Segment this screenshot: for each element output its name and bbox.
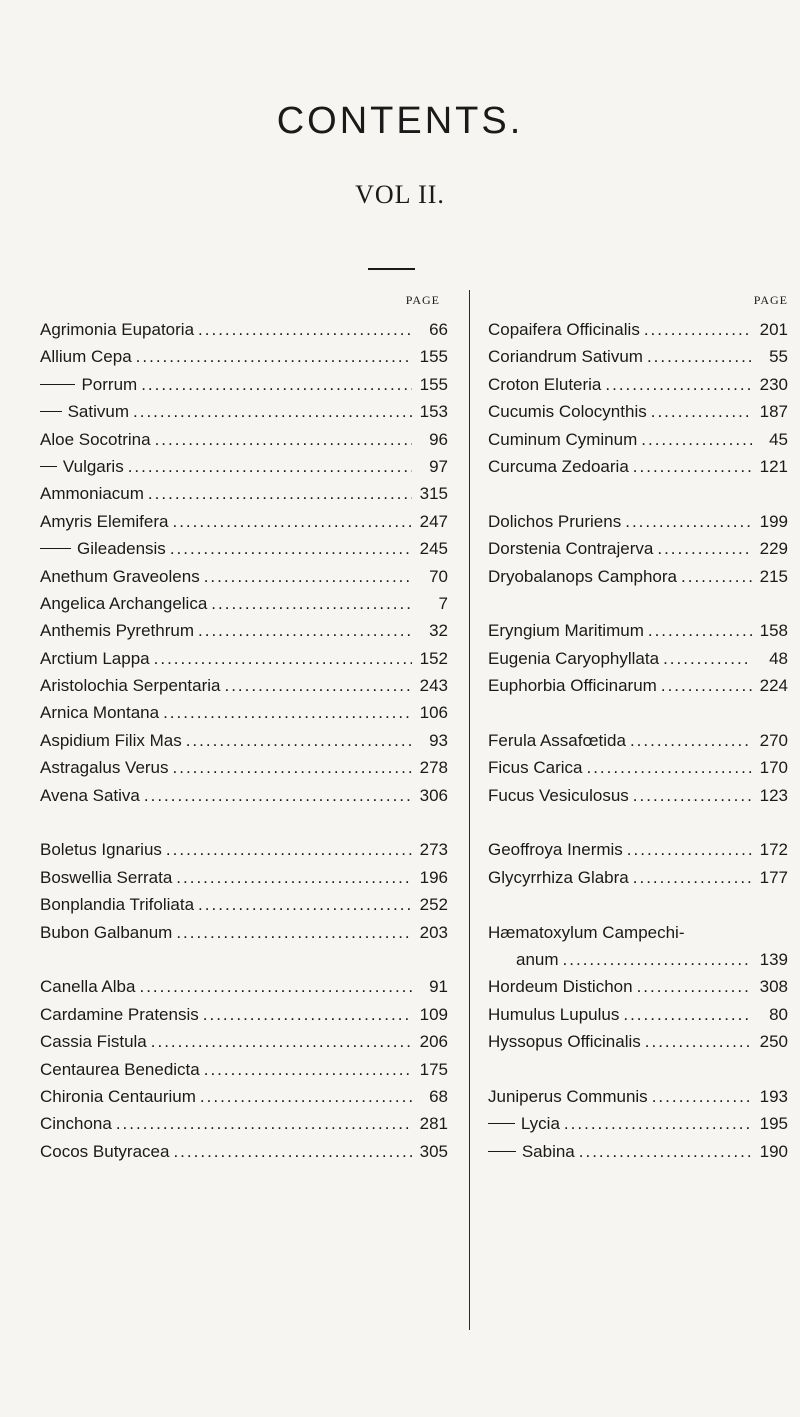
right-column bbox=[488, 292, 788, 1165]
index-entry bbox=[488, 919, 788, 946]
dot-leader bbox=[645, 1028, 752, 1055]
dot-leader bbox=[605, 371, 752, 398]
dot-leader bbox=[641, 426, 752, 453]
entry-name: Cocos Butyracea bbox=[40, 1141, 170, 1161]
index-entry bbox=[40, 836, 448, 863]
entry-name: Cucumis Colocynthis bbox=[488, 402, 647, 422]
entry-name: Sativum bbox=[67, 402, 129, 422]
section-gap bbox=[488, 1056, 788, 1083]
ditto-dash bbox=[40, 411, 62, 412]
index-entry bbox=[40, 508, 448, 535]
dot-leader bbox=[681, 563, 752, 590]
entry-name: Boswellia Serrata bbox=[40, 867, 173, 887]
dot-leader bbox=[166, 836, 412, 863]
entry-name: Coriandrum Sativum bbox=[488, 347, 643, 367]
entry-page-number: 273 bbox=[419, 840, 448, 860]
entry-page-number: 93 bbox=[429, 730, 448, 750]
entry-page-number: 48 bbox=[769, 648, 788, 668]
dot-leader bbox=[579, 1138, 752, 1165]
index-entry bbox=[40, 590, 448, 617]
entry-page-number: 201 bbox=[759, 320, 788, 339]
entry-name: Vulgaris bbox=[62, 456, 124, 476]
dot-leader bbox=[198, 891, 412, 918]
entry-page-number: 66 bbox=[429, 320, 448, 339]
page-title: CONTENTS. bbox=[276, 100, 524, 142]
volume-heading: VOL II. bbox=[355, 180, 445, 209]
entry-page-number: 96 bbox=[429, 429, 448, 449]
index-entry bbox=[40, 617, 448, 644]
dot-leader bbox=[623, 1001, 752, 1028]
entry-name: Avena Sativa bbox=[40, 785, 140, 805]
dot-leader bbox=[139, 973, 412, 1000]
dot-leader bbox=[633, 782, 752, 809]
dot-leader bbox=[186, 727, 412, 754]
entry-page-number: 177 bbox=[759, 867, 788, 887]
index-entry bbox=[488, 1083, 788, 1110]
entry-name: Dryobalanops Camphora bbox=[488, 566, 677, 586]
entry-name: Cuminum Cyminum bbox=[488, 429, 638, 449]
index-entry bbox=[40, 645, 448, 672]
entry-name: Hyssopus Officinalis bbox=[488, 1032, 641, 1052]
entry-name: Eryngium Maritimum bbox=[488, 621, 644, 641]
entry-name: Arctium Lappa bbox=[40, 648, 150, 668]
index-entry bbox=[40, 1056, 448, 1083]
index-entry bbox=[488, 398, 788, 425]
index-entry bbox=[40, 1110, 448, 1137]
entry-name: Fucus Vesiculosus bbox=[488, 785, 629, 805]
entry-name: Geoffroya Inermis bbox=[488, 840, 623, 860]
dot-leader bbox=[224, 672, 412, 699]
entry-name: Ficus Carica bbox=[488, 758, 583, 778]
entry-page-number: 91 bbox=[429, 977, 448, 997]
entry-page-number: 215 bbox=[759, 566, 788, 586]
entry-name: Euphorbia Officinarum bbox=[488, 676, 657, 696]
dot-leader bbox=[211, 590, 412, 617]
section-gap bbox=[40, 946, 448, 973]
index-entry bbox=[40, 398, 448, 425]
page-column-header: PAGE bbox=[405, 293, 440, 307]
dot-leader bbox=[133, 398, 412, 425]
ditto-dash bbox=[40, 548, 71, 549]
entry-page-number: 155 bbox=[419, 374, 448, 394]
dot-leader bbox=[200, 1083, 412, 1110]
entry-page-number: 308 bbox=[759, 977, 788, 997]
index-entry bbox=[488, 453, 788, 480]
dot-leader bbox=[633, 864, 752, 891]
entry-page-number: 206 bbox=[419, 1032, 448, 1052]
entry-page-number: 315 bbox=[419, 484, 448, 504]
index-entry bbox=[40, 1028, 448, 1055]
index-entry bbox=[488, 316, 788, 343]
dot-leader bbox=[204, 563, 412, 590]
entry-name: Centaurea Benedicta bbox=[40, 1059, 200, 1079]
dot-leader bbox=[151, 1028, 412, 1055]
index-entry bbox=[40, 672, 448, 699]
dot-leader bbox=[176, 864, 412, 891]
entry-name: Lycia bbox=[520, 1114, 560, 1134]
index-entry bbox=[40, 535, 448, 562]
entry-name: anum bbox=[516, 949, 559, 969]
entry-page-number: 106 bbox=[419, 703, 448, 723]
index-entry bbox=[40, 1138, 448, 1165]
index-entry bbox=[40, 864, 448, 891]
dot-leader bbox=[170, 535, 412, 562]
index-entry bbox=[488, 754, 788, 781]
index-entry bbox=[488, 672, 788, 699]
page-column-header: PAGE bbox=[753, 293, 788, 307]
dot-leader bbox=[651, 398, 752, 425]
left-entry-list bbox=[40, 316, 448, 1165]
dot-leader bbox=[141, 371, 412, 398]
entry-name: Glycyrrhiza Glabra bbox=[488, 867, 629, 887]
dot-leader bbox=[633, 453, 752, 480]
entry-name: Cinchona bbox=[40, 1114, 112, 1134]
dot-leader bbox=[564, 1110, 752, 1137]
entry-page-number: 252 bbox=[419, 895, 448, 915]
entry-name: Juniperus Communis bbox=[488, 1086, 648, 1106]
index-entry bbox=[488, 535, 788, 562]
index-entry bbox=[488, 563, 788, 590]
entry-name: Aspidium Filix Mas bbox=[40, 730, 182, 750]
index-entry bbox=[40, 919, 448, 946]
dot-leader bbox=[586, 754, 752, 781]
entry-page-number: 270 bbox=[759, 730, 788, 750]
dot-leader bbox=[116, 1110, 412, 1137]
entry-page-number: 229 bbox=[759, 539, 788, 559]
entry-page-number: 7 bbox=[438, 593, 448, 613]
entry-page-number: 195 bbox=[759, 1114, 788, 1134]
index-entry bbox=[40, 782, 448, 809]
dot-leader bbox=[128, 453, 412, 480]
entry-name: Eugenia Caryophyllata bbox=[488, 648, 660, 668]
entry-name: Aloe Socotrina bbox=[40, 429, 151, 449]
entry-name: Sabina bbox=[521, 1141, 575, 1161]
ditto-dash bbox=[40, 466, 57, 467]
dot-leader bbox=[148, 480, 412, 507]
index-entry bbox=[488, 508, 788, 535]
entry-page-number: 193 bbox=[759, 1086, 788, 1106]
dot-leader bbox=[661, 672, 752, 699]
dot-leader bbox=[204, 1056, 412, 1083]
index-entry bbox=[40, 316, 448, 343]
index-entry bbox=[488, 1001, 788, 1028]
section-gap bbox=[488, 699, 788, 726]
section-gap bbox=[488, 809, 788, 836]
entry-name: Hordeum Distichon bbox=[488, 977, 633, 997]
entry-name: Angelica Archangelica bbox=[40, 593, 208, 613]
entry-name: Anethum Graveolens bbox=[40, 566, 200, 586]
entry-page-number: 247 bbox=[419, 511, 448, 531]
entry-page-number: 305 bbox=[419, 1141, 448, 1161]
dot-leader bbox=[203, 1001, 412, 1028]
entry-page-number: 281 bbox=[419, 1114, 448, 1134]
index-entry bbox=[488, 727, 788, 754]
dot-leader bbox=[652, 1083, 752, 1110]
dot-leader bbox=[648, 617, 752, 644]
entry-page-number: 97 bbox=[429, 456, 448, 476]
entry-page-number: 187 bbox=[759, 402, 788, 422]
entry-name: Allium Cepa bbox=[40, 347, 132, 367]
ditto-dash bbox=[40, 384, 75, 385]
entry-page-number: 203 bbox=[419, 922, 448, 942]
dot-leader bbox=[563, 946, 752, 973]
dot-leader bbox=[198, 617, 412, 644]
entry-page-number: 243 bbox=[419, 676, 448, 696]
index-entry bbox=[40, 426, 448, 453]
entry-page-number: 68 bbox=[429, 1086, 448, 1106]
index-entry bbox=[40, 343, 448, 370]
index-entry bbox=[40, 480, 448, 507]
entry-page-number: 224 bbox=[759, 676, 788, 696]
column-divider bbox=[469, 290, 470, 1330]
entry-page-number: 109 bbox=[419, 1004, 448, 1024]
entry-page-number: 121 bbox=[759, 456, 788, 476]
index-entry bbox=[40, 973, 448, 1000]
index-entry bbox=[488, 645, 788, 672]
entry-name: Aristolochia Serpentaria bbox=[40, 676, 221, 696]
index-entry bbox=[40, 727, 448, 754]
dot-leader bbox=[173, 754, 412, 781]
dot-leader bbox=[154, 645, 412, 672]
index-entry bbox=[40, 1083, 448, 1110]
index-entry bbox=[488, 426, 788, 453]
section-gap bbox=[488, 480, 788, 507]
dot-leader bbox=[625, 508, 752, 535]
right-entry-list bbox=[488, 316, 788, 1165]
entry-name: Bubon Galbanum bbox=[40, 922, 173, 942]
entry-name: Canella Alba bbox=[40, 977, 136, 997]
dot-leader bbox=[627, 836, 752, 863]
entry-page-number: 155 bbox=[419, 347, 448, 367]
dot-leader bbox=[630, 727, 752, 754]
entry-page-number: 158 bbox=[759, 621, 788, 641]
entry-name: Dolichos Pruriens bbox=[488, 511, 622, 531]
entry-name: Curcuma Zedoaria bbox=[488, 456, 629, 476]
ditto-dash bbox=[488, 1123, 515, 1124]
entry-page-number: 245 bbox=[419, 539, 448, 559]
entry-name: Dorstenia Contrajerva bbox=[488, 539, 654, 559]
entry-page-number: 172 bbox=[759, 840, 788, 860]
entry-name: Anthemis Pyrethrum bbox=[40, 621, 194, 641]
dot-leader bbox=[198, 316, 412, 343]
entry-page-number: 139 bbox=[759, 949, 788, 969]
entry-name: Humulus Lupulus bbox=[488, 1004, 620, 1024]
entry-page-number: 250 bbox=[759, 1032, 788, 1052]
index-entry bbox=[488, 973, 788, 1000]
entry-name: Hæmatoxylum Campechi- bbox=[488, 922, 685, 942]
dot-leader bbox=[657, 535, 752, 562]
dot-leader bbox=[144, 782, 412, 809]
index-entry bbox=[488, 1138, 788, 1165]
dot-leader bbox=[637, 973, 752, 1000]
dot-leader bbox=[644, 316, 752, 343]
entry-name: Boletus Ignarius bbox=[40, 840, 162, 860]
index-entry bbox=[488, 782, 788, 809]
entry-name: Amyris Elemifera bbox=[40, 511, 169, 531]
entry-name: Astragalus Verus bbox=[40, 758, 169, 778]
index-entry bbox=[488, 836, 788, 863]
entry-name: Ferula Assafœtida bbox=[488, 730, 626, 750]
dot-leader bbox=[176, 919, 412, 946]
entry-page-number: 153 bbox=[419, 402, 448, 422]
index-entry bbox=[488, 946, 788, 973]
dot-leader bbox=[663, 645, 752, 672]
dot-leader bbox=[136, 343, 412, 370]
entry-page-number: 230 bbox=[759, 374, 788, 394]
index-entry bbox=[40, 699, 448, 726]
index-entry bbox=[40, 371, 448, 398]
dot-leader bbox=[163, 699, 412, 726]
section-gap bbox=[488, 891, 788, 918]
index-entry bbox=[40, 563, 448, 590]
dot-leader bbox=[172, 508, 412, 535]
entry-name: Chironia Centaurium bbox=[40, 1086, 196, 1106]
index-entry bbox=[488, 343, 788, 370]
index-entry bbox=[488, 864, 788, 891]
entry-page-number: 80 bbox=[769, 1004, 788, 1024]
entry-page-number: 196 bbox=[419, 867, 448, 887]
entry-page-number: 70 bbox=[429, 566, 448, 586]
entry-page-number: 306 bbox=[419, 785, 448, 805]
index-entry bbox=[488, 617, 788, 644]
dot-leader bbox=[173, 1138, 412, 1165]
entry-page-number: 32 bbox=[429, 621, 448, 641]
entry-name: Arnica Montana bbox=[40, 703, 160, 723]
index-entry bbox=[488, 1110, 788, 1137]
entry-page-number: 175 bbox=[419, 1059, 448, 1079]
index-entry bbox=[488, 371, 788, 398]
entry-name: Ammoniacum bbox=[40, 484, 144, 504]
entry-name: Porrum bbox=[81, 374, 138, 394]
entry-page-number: 190 bbox=[759, 1141, 788, 1161]
entry-page-number: 123 bbox=[759, 785, 788, 805]
dot-leader bbox=[647, 343, 752, 370]
index-entry bbox=[488, 1028, 788, 1055]
entry-name: Croton Eluteria bbox=[488, 374, 602, 394]
entry-page-number: 199 bbox=[759, 511, 788, 531]
entry-page-number: 170 bbox=[759, 758, 788, 778]
left-column bbox=[40, 292, 448, 1165]
ditto-dash bbox=[488, 1151, 516, 1152]
entry-name: Copaifera Officinalis bbox=[488, 320, 640, 339]
entry-name: Cassia Fistula bbox=[40, 1032, 147, 1052]
entry-name: Bonplandia Trifoliata bbox=[40, 895, 195, 915]
index-entry bbox=[40, 754, 448, 781]
index-entry bbox=[40, 453, 448, 480]
entry-name: Agrimonia Eupatoria bbox=[40, 320, 195, 339]
entry-page-number: 278 bbox=[419, 758, 448, 778]
entry-page-number: 55 bbox=[769, 347, 788, 367]
entry-page-number: 152 bbox=[419, 648, 448, 668]
title-rule bbox=[368, 268, 415, 270]
entry-name: Cardamine Pratensis bbox=[40, 1004, 199, 1024]
index-entry bbox=[40, 1001, 448, 1028]
section-gap bbox=[488, 590, 788, 617]
dot-leader bbox=[155, 426, 412, 453]
section-gap bbox=[40, 809, 448, 836]
entry-page-number: 45 bbox=[769, 429, 788, 449]
index-entry bbox=[40, 891, 448, 918]
entry-name: Gileadensis bbox=[76, 539, 166, 559]
